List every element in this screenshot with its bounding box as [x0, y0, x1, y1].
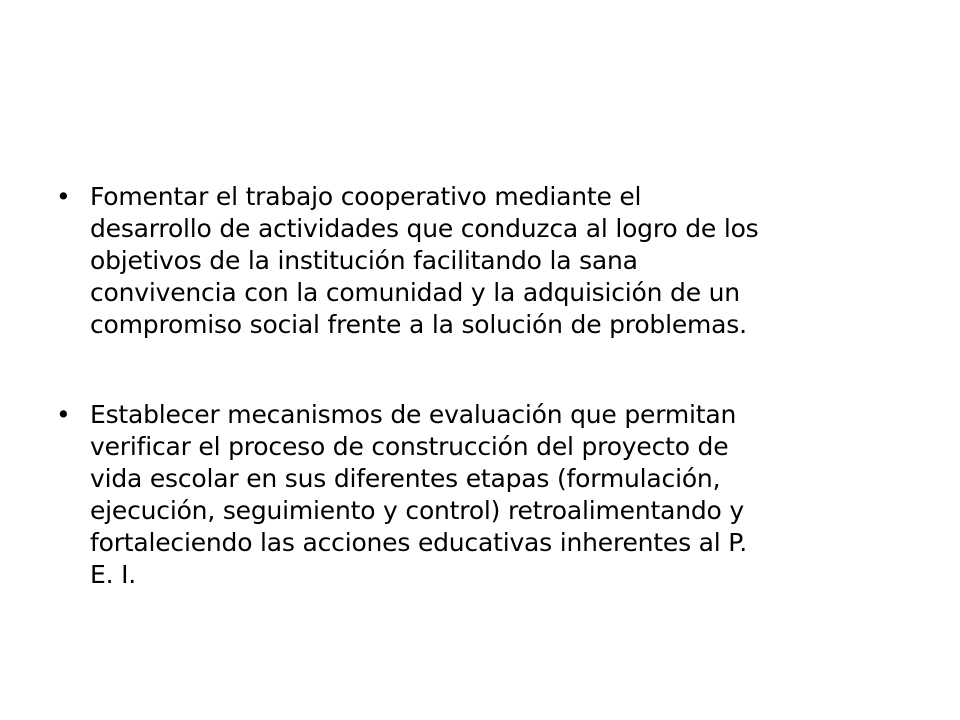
bullet-list — [56, 181, 896, 591]
bullet-marker: • — [56, 400, 71, 429]
bullet-item — [56, 399, 896, 591]
bullet-marker: • — [56, 182, 71, 211]
bullet-item — [56, 181, 896, 341]
bullet-text: Fomentar el trabajo cooperativo mediante el desarrollo de actividades que conduzca al logro de los objetivos de la institución facilitando la sana convivencia con la comunidad y la adquisición de un compromiso social frente a la solución de problemas. — [90, 182, 759, 339]
bullet-text: Establecer mecanismos de evaluación que permitan verificar el proceso de construcción del proyecto de vida escolar en sus diferentes etapas (formulación, ejecución, seguimiento y control) retroalimentando y fortaleciendo las acciones educativas inherentes al P. E. I. — [90, 400, 747, 589]
